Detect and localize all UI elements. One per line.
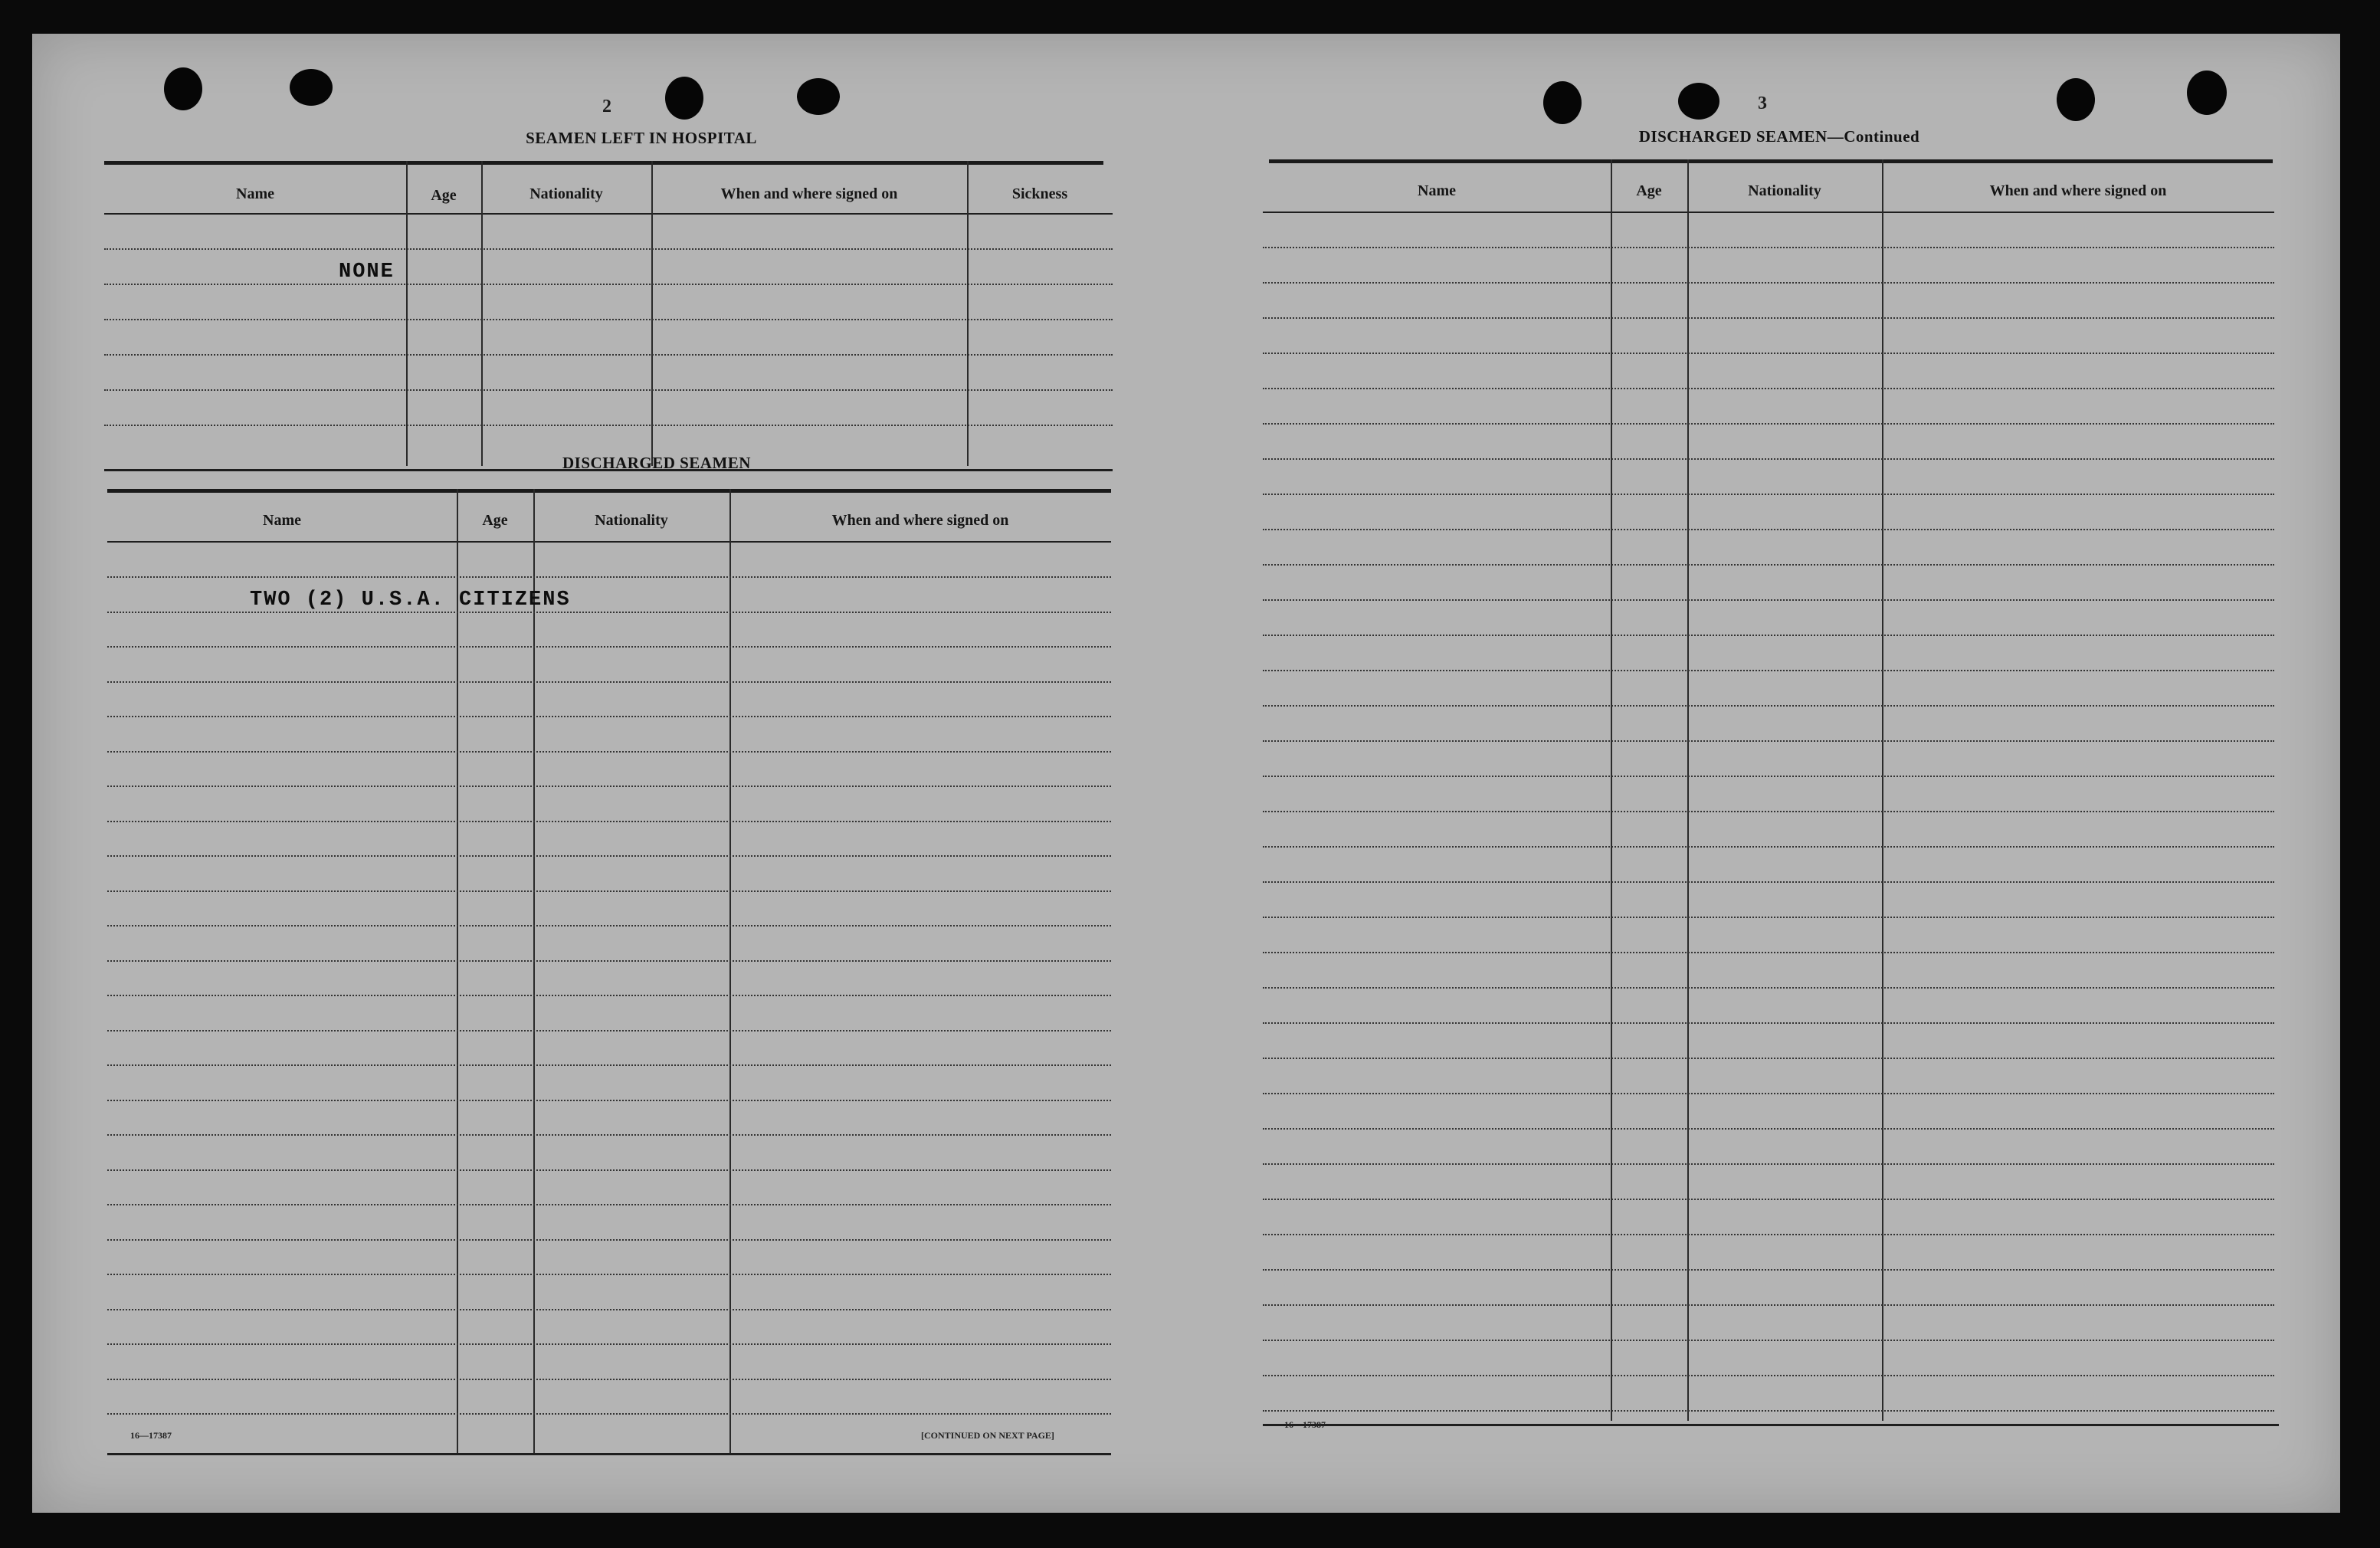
right-table-title-main: DISCHARGED SEAMEN bbox=[1638, 127, 1828, 146]
punch-hole bbox=[1678, 83, 1719, 120]
right-page-number: 3 bbox=[1758, 93, 1767, 113]
ruled-row-line bbox=[107, 1169, 1111, 1171]
punch-hole bbox=[2057, 78, 2095, 121]
ruled-row-line bbox=[107, 1343, 1111, 1345]
ruled-row-line bbox=[1263, 987, 2274, 989]
discharged-entry: TWO (2) U.S.A. CITIZENS bbox=[250, 589, 571, 612]
ruled-row-line bbox=[1263, 881, 2274, 883]
hospital-table-title: SEAMEN LEFT IN HOSPITAL bbox=[526, 129, 757, 147]
continued-note: [CONTINUED ON NEXT PAGE] bbox=[921, 1430, 1054, 1441]
ruled-row-line bbox=[1263, 423, 2274, 425]
ruled-row-line bbox=[1263, 1163, 2274, 1165]
ruled-row-line bbox=[107, 1274, 1111, 1275]
punch-hole bbox=[164, 67, 202, 110]
punch-hole bbox=[797, 78, 840, 115]
ruled-row-line bbox=[1263, 1022, 2274, 1024]
ruled-row-line bbox=[1263, 1234, 2274, 1235]
ruled-row-line bbox=[1263, 952, 2274, 953]
ruled-row-line bbox=[1263, 1304, 2274, 1306]
ruled-row-line bbox=[1263, 670, 2274, 671]
ruled-row-line bbox=[1263, 1128, 2274, 1130]
ruled-row-line bbox=[1263, 1058, 2274, 1059]
ruled-row-line bbox=[107, 1413, 1111, 1415]
discharged-table-title: DISCHARGED SEAMEN bbox=[562, 454, 751, 472]
ruled-row-line bbox=[1263, 776, 2274, 777]
column-header-age: Age bbox=[1636, 182, 1662, 199]
discharged-continued-table bbox=[1263, 159, 2297, 1462]
punch-hole bbox=[2187, 71, 2227, 115]
ruled-row-line bbox=[107, 855, 1111, 857]
column-header-nationality: Nationality bbox=[529, 185, 603, 202]
ruled-row-line bbox=[107, 960, 1111, 962]
column-header-name: Name bbox=[236, 185, 274, 202]
column-header-signed-on: When and where signed on bbox=[831, 512, 1009, 529]
ruled-row-line bbox=[1263, 1410, 2274, 1412]
ruled-row-line bbox=[107, 576, 1111, 578]
ruled-row-line bbox=[1263, 1269, 2274, 1271]
ruled-row-line bbox=[1263, 1093, 2274, 1094]
column-header-name: Name bbox=[1418, 182, 1456, 199]
ruled-row-line bbox=[107, 995, 1111, 996]
ruled-row-line bbox=[1263, 705, 2274, 707]
ruled-row-line bbox=[107, 1239, 1111, 1241]
ruled-row-line bbox=[1263, 529, 2274, 530]
column-header-age: Age bbox=[482, 512, 508, 529]
ruled-row-line bbox=[1263, 282, 2274, 284]
right-form-number: 16—17387 bbox=[1284, 1419, 1326, 1430]
ruled-row-line bbox=[1263, 1375, 2274, 1376]
ruled-row-line bbox=[107, 1064, 1111, 1066]
discharged-table bbox=[107, 489, 1111, 1462]
ruled-row-line bbox=[1263, 247, 2274, 248]
ruled-row-line bbox=[1263, 635, 2274, 636]
column-header-age: Age bbox=[431, 187, 457, 204]
ruled-row-line bbox=[1263, 917, 2274, 918]
ruled-row-line bbox=[107, 716, 1111, 717]
ruled-row-line bbox=[107, 612, 1111, 613]
document-sheet bbox=[32, 34, 2340, 1513]
column-header-nationality: Nationality bbox=[595, 512, 668, 529]
right-table-title bbox=[1565, 127, 1994, 146]
column-header-name: Name bbox=[263, 512, 301, 529]
ruled-row-line bbox=[107, 1134, 1111, 1136]
left-page-number: 2 bbox=[602, 97, 611, 116]
ruled-row-line bbox=[107, 1030, 1111, 1031]
hospital-table bbox=[104, 161, 1113, 475]
column-header-signed-on: When and where signed on bbox=[720, 185, 898, 202]
ruled-row-line bbox=[107, 890, 1111, 892]
ruled-row-line bbox=[107, 925, 1111, 927]
ruled-row-line bbox=[107, 785, 1111, 787]
ruled-row-line bbox=[1263, 494, 2274, 495]
ruled-row-line bbox=[1263, 388, 2274, 389]
left-form-number: 16—17387 bbox=[130, 1430, 172, 1441]
punch-hole bbox=[665, 77, 703, 120]
ruled-row-line bbox=[1263, 811, 2274, 812]
punch-hole bbox=[290, 69, 333, 106]
ruled-row-line bbox=[107, 821, 1111, 822]
right-table-title-suffix: —Continued bbox=[1827, 127, 1920, 146]
punch-hole bbox=[1543, 81, 1582, 124]
ruled-row-line bbox=[1263, 317, 2274, 319]
ruled-row-line bbox=[1263, 353, 2274, 354]
ruled-row-line bbox=[1263, 846, 2274, 848]
column-header-signed-on: When and where signed on bbox=[1989, 182, 2167, 199]
ruled-row-line bbox=[107, 1204, 1111, 1205]
ruled-row-line bbox=[1263, 740, 2274, 742]
ruled-row-line bbox=[1263, 1340, 2274, 1341]
ruled-row-line bbox=[1263, 564, 2274, 566]
ruled-row-line bbox=[1263, 458, 2274, 460]
ruled-row-line bbox=[107, 1100, 1111, 1101]
ruled-row-line bbox=[107, 1309, 1111, 1310]
ruled-row-line bbox=[107, 751, 1111, 753]
ruled-row-line bbox=[107, 681, 1111, 683]
ruled-row-line bbox=[1263, 599, 2274, 601]
column-header-sickness: Sickness bbox=[1011, 185, 1068, 202]
column-header-nationality: Nationality bbox=[1748, 182, 1821, 199]
ruled-row-line bbox=[1263, 1199, 2274, 1200]
hospital-entry-none: NONE bbox=[339, 261, 395, 284]
ruled-row-line bbox=[107, 1379, 1111, 1380]
ruled-row-line bbox=[107, 646, 1111, 648]
